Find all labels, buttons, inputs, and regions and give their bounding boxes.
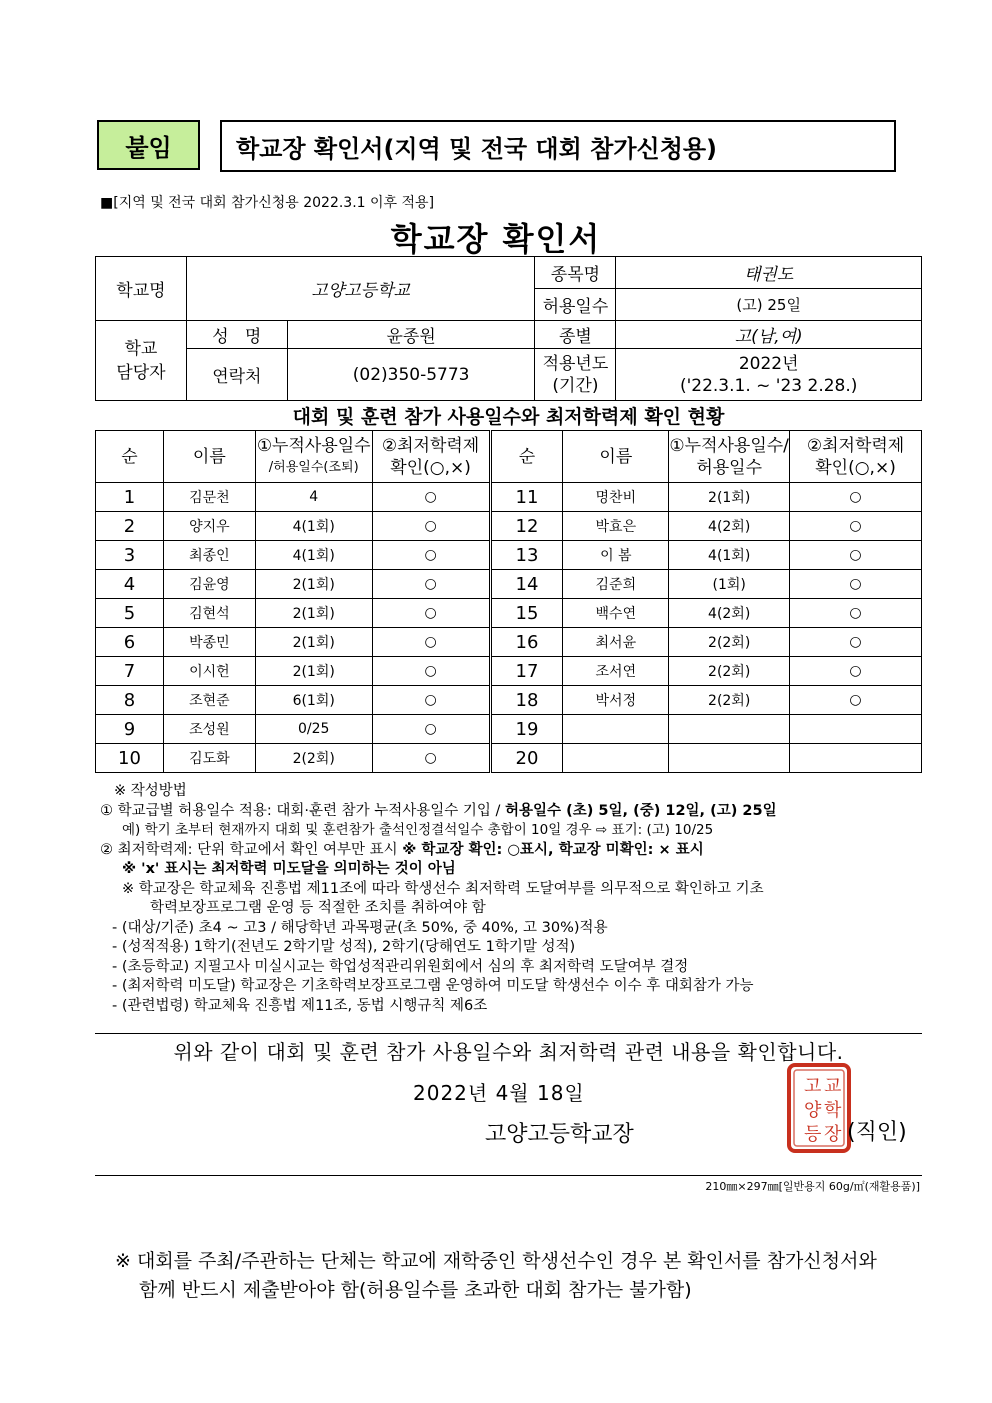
table-row	[96, 570, 922, 599]
row-days-2: 4(1회)	[669, 541, 790, 570]
row-days-2: 2(2회)	[669, 628, 790, 657]
row-no-2: 15	[490, 599, 563, 628]
note-1-bold: 허용일수 (초) 5일, (중) 12일, (고) 25일	[505, 802, 777, 819]
footer-line-1: ※ 대회를 주최/주관하는 단체는 학교에 재학중인 학생선수인 경우 본 확인서를 참가신청서와	[115, 1250, 877, 1272]
notes-heading: ※ 작성방법	[114, 783, 187, 799]
row-no: 2	[96, 512, 164, 541]
signer-name: 고양고등학교장	[485, 1122, 634, 1147]
row-check-2: ○	[790, 599, 922, 628]
table-row	[96, 483, 922, 512]
row-check-2	[790, 744, 922, 773]
row-check: ○	[372, 541, 490, 570]
note-2-bold: ※ 학교장 확인: ○표시, 학교장 미확인: × 표시	[402, 841, 704, 858]
row-check: ○	[372, 483, 490, 512]
table-row	[96, 686, 922, 715]
row-name-2: 박서정	[563, 686, 669, 715]
row-check: ○	[372, 599, 490, 628]
row-days: 2(2회)	[255, 744, 372, 773]
svg-text:양: 양	[804, 1100, 822, 1121]
manager-label: 학교 담당자	[96, 321, 187, 401]
header-days-line2: /허용일수(조퇴)	[268, 459, 359, 475]
row-check-2: ○	[790, 570, 922, 599]
paper-spec: 210㎜×297㎜[일반용지 60g/㎡(재활용품)]	[705, 1180, 920, 1193]
usage-table	[95, 430, 922, 773]
scope-note: ■[지역 및 전국 대회 참가신청용 2022.3.1 이후 적용]	[100, 195, 435, 211]
svg-text:고: 고	[804, 1076, 822, 1097]
row-days-2: 4(2회)	[669, 599, 790, 628]
row-days: 6(1회)	[255, 686, 372, 715]
detail-1: - (대상/기준) 초4 ~ 고3 / 해당학년 과목평균(초 50%, 중 40%, 고 30%)적용	[112, 919, 608, 936]
row-no: 7	[96, 657, 164, 686]
table-row	[96, 628, 922, 657]
row-no: 6	[96, 628, 164, 657]
gender-label: 종별	[535, 321, 616, 349]
row-no-2: 12	[490, 512, 563, 541]
note-2	[100, 841, 925, 861]
footer-line-2: 함께 반드시 제출받아야 함(허용일수를 초과한 대회 참가는 불가함)	[139, 1279, 692, 1301]
row-no-2: 18	[490, 686, 563, 715]
row-name: 김윤영	[163, 570, 255, 599]
row-name-2: 박효은	[563, 512, 669, 541]
confirm-statement: 위와 같이 대회 및 훈련 참가 사용일수와 최저학력 관련 내용을 확인합니다.	[173, 1040, 844, 1064]
svg-text:교: 교	[824, 1076, 842, 1097]
divider-bottom	[95, 1175, 922, 1176]
header-name-2: 이름	[563, 431, 669, 483]
svg-text:등: 등	[804, 1124, 822, 1145]
row-no: 9	[96, 715, 164, 744]
row-days-2: 4(2회)	[669, 512, 790, 541]
note-1-example: 예) 학기 초부터 현재까지 대회 및 훈련참가 출석인정결석일수 총합이 10일 경우 ⇨ 표기: (고) 10/25	[122, 822, 714, 838]
document-title: 학교장 확인서(지역 및 전국 대회 참가신청용)	[220, 120, 896, 172]
row-check-2	[790, 715, 922, 744]
header-days2-line2: 허용일수	[696, 457, 763, 478]
table-row	[96, 599, 922, 628]
row-check: ○	[372, 628, 490, 657]
row-name: 최종인	[163, 541, 255, 570]
table-row	[96, 657, 922, 686]
row-days: 4	[255, 483, 372, 512]
note-3: ※ 'x' 표시는 최저학력 미도달을 의미하는 것이 아님	[122, 861, 456, 877]
row-name-2: 백수연	[563, 599, 669, 628]
sport-label: 종목명	[535, 257, 616, 289]
header-days-line1: ①누적사용일수	[256, 435, 371, 456]
row-days: 2(1회)	[255, 599, 372, 628]
row-no-2: 13	[490, 541, 563, 570]
row-check-2: ○	[790, 686, 922, 715]
row-check: ○	[372, 744, 490, 773]
header-check-line1: ②최저학력제	[381, 435, 480, 456]
row-days: 0/25	[255, 715, 372, 744]
official-seal-icon	[786, 1062, 852, 1154]
header-no-2: 순	[490, 431, 563, 483]
row-name-2: 김준희	[563, 570, 669, 599]
info-table	[95, 256, 922, 401]
table-row	[96, 512, 922, 541]
note-4-line1: ※ 학교장은 학교체육 진흥법 제11조에 따라 학생선수 최저학력 도달여부를 의무적으로 확인하고 기초	[122, 880, 764, 897]
header-days2-line1: ①누적사용일수/	[669, 435, 789, 456]
row-name: 김문천	[163, 483, 255, 512]
row-days: 2(1회)	[255, 570, 372, 599]
row-name-2: 최서윤	[563, 628, 669, 657]
header-check2-line2: 확인(○,×)	[815, 457, 896, 478]
table-row	[96, 715, 922, 744]
name-value: 윤종원	[287, 321, 535, 349]
row-name: 박종민	[163, 628, 255, 657]
allowed-days-value: (고) 25일	[616, 289, 922, 321]
header-check-line2: 확인(○,×)	[390, 457, 471, 478]
row-name-2: 조서연	[563, 657, 669, 686]
contact-label: 연락처	[186, 349, 287, 401]
note-2-text: ② 최저학력제: 단위 학교에서 확인 여부만 표시	[100, 841, 403, 858]
detail-3: - (초등학교) 지필고사 미실시교는 학업성적관리위원회에서 심의 후 최저학력 도달여부 결정	[112, 958, 689, 975]
row-days-2: 2(2회)	[669, 657, 790, 686]
row-check: ○	[372, 686, 490, 715]
year-label: 적용년도 (기간)	[535, 349, 616, 401]
row-no: 1	[96, 483, 164, 512]
row-days-2: 2(2회)	[669, 686, 790, 715]
row-no-2: 16	[490, 628, 563, 657]
row-name-2	[563, 744, 669, 773]
row-check: ○	[372, 657, 490, 686]
sport-value: 태권도	[616, 257, 922, 289]
row-days: 4(1회)	[255, 541, 372, 570]
year-period: ('22.3.1. ~ '23 2.28.)	[679, 375, 858, 396]
detail-4: - (최저학력 미도달) 학교장은 기초학력보장프로그램 운영하여 미도달 학생선수 이수 후 대회참가 가능	[112, 978, 754, 994]
row-no: 10	[96, 744, 164, 773]
school-value: 고양고등학교	[186, 257, 535, 321]
gender-value: 고(남,여)	[616, 321, 922, 349]
row-check-2: ○	[790, 657, 922, 686]
note-1-text: ① 학교급별 허용일수 적용: 대회·훈련 참가 누적사용일수 기입 /	[100, 802, 506, 819]
header-no: 순	[96, 431, 164, 483]
row-no-2: 19	[490, 715, 563, 744]
year-cell	[616, 349, 922, 401]
row-check-2: ○	[790, 628, 922, 657]
attachment-tag: 붙임	[97, 120, 200, 170]
row-days-2: (1회)	[669, 570, 790, 599]
row-no-2: 11	[490, 483, 563, 512]
confirm-date: 2022년 4월 18일	[413, 1081, 585, 1105]
svg-text:장: 장	[824, 1124, 842, 1145]
name-label: 성 명	[186, 321, 287, 349]
school-label: 학교명	[96, 257, 187, 321]
row-check: ○	[372, 715, 490, 744]
row-name: 조성원	[163, 715, 255, 744]
row-no-2: 14	[490, 570, 563, 599]
row-days: 2(1회)	[255, 657, 372, 686]
row-days-2	[669, 744, 790, 773]
usage-section-title: 대회 및 훈련 참가 사용일수와 최저학력제 확인 현황	[292, 406, 725, 428]
main-title: 학교장 확인서	[390, 220, 602, 258]
row-days: 4(1회)	[255, 512, 372, 541]
seal-mark: (직인)	[847, 1120, 907, 1145]
row-name: 김현석	[163, 599, 255, 628]
row-name-2: 명찬비	[563, 483, 669, 512]
row-no: 3	[96, 541, 164, 570]
footer-note	[115, 1247, 915, 1305]
usage-rows	[96, 483, 922, 773]
row-name: 양지우	[163, 512, 255, 541]
note-4-line2: 학력보장프로그램 운영 등 적절한 조치를 취하여야 함	[150, 900, 486, 916]
detail-5: - (관련법령) 학교체육 진흥법 제11조, 동법 시행규칙 제6조	[112, 997, 488, 1014]
row-check: ○	[372, 570, 490, 599]
table-row	[96, 541, 922, 570]
row-no-2: 20	[490, 744, 563, 773]
writing-notes	[100, 782, 925, 1016]
contact-value: (02)350-5773	[287, 349, 535, 401]
row-check: ○	[372, 512, 490, 541]
row-name: 이시헌	[163, 657, 255, 686]
row-name: 김도화	[163, 744, 255, 773]
header-days-2	[669, 431, 790, 483]
divider-top	[95, 1033, 922, 1034]
table-row	[96, 744, 922, 773]
row-name-2	[563, 715, 669, 744]
row-name: 조현준	[163, 686, 255, 715]
detail-2: - (성적적용) 1학기(전년도 2학기말 성적), 2학기(당해연도 1학기말 성적)	[112, 939, 576, 955]
row-check-2: ○	[790, 541, 922, 570]
row-name-2: 이 봄	[563, 541, 669, 570]
row-no: 8	[96, 686, 164, 715]
header-name: 이름	[163, 431, 255, 483]
row-check-2: ○	[790, 483, 922, 512]
note-1	[100, 802, 925, 822]
row-no-2: 17	[490, 657, 563, 686]
header-check	[372, 431, 490, 483]
row-days-2	[669, 715, 790, 744]
header-check-2	[790, 431, 922, 483]
row-days-2: 2(1회)	[669, 483, 790, 512]
allowed-days-label: 허용일수	[535, 289, 616, 321]
year-value: 2022년	[738, 353, 799, 374]
header-days	[255, 431, 372, 483]
row-check-2: ○	[790, 512, 922, 541]
svg-text:학: 학	[824, 1100, 842, 1121]
row-no: 4	[96, 570, 164, 599]
header-check2-line1: ②최저학력제	[806, 435, 905, 456]
row-no: 5	[96, 599, 164, 628]
row-days: 2(1회)	[255, 628, 372, 657]
